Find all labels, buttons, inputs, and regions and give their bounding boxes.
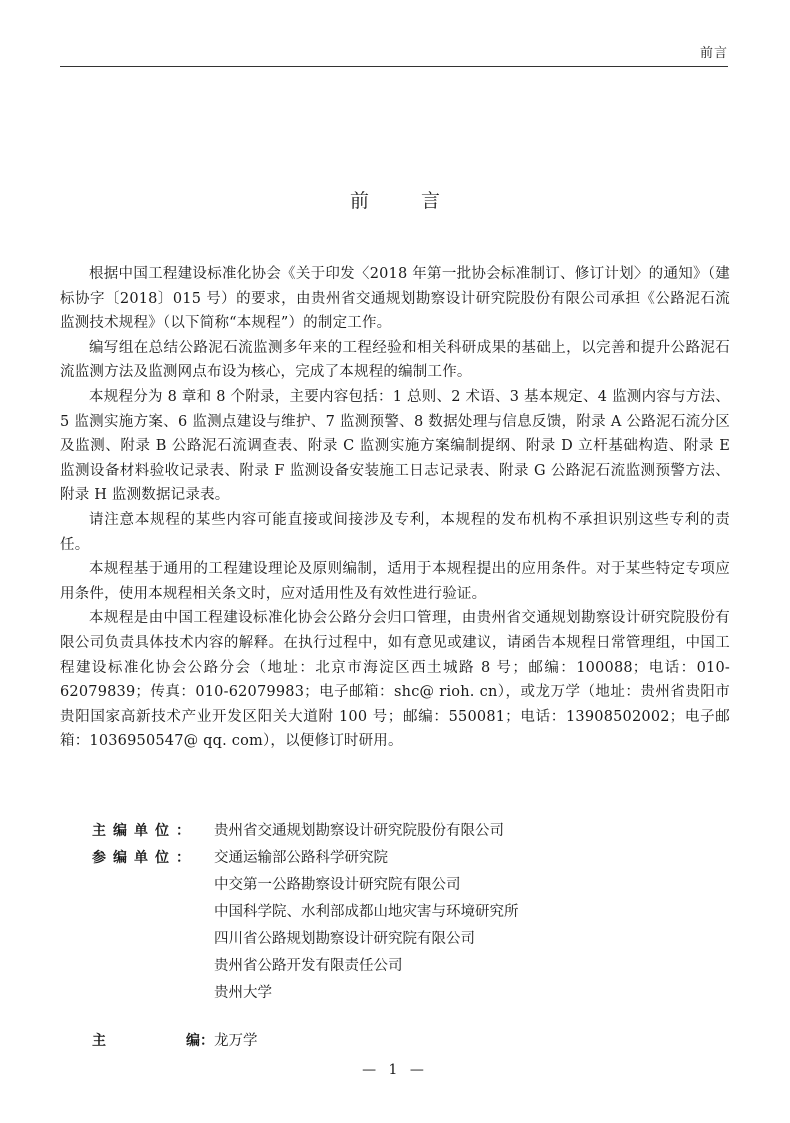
paragraph-origin: 根据中国工程建设标准化协会《关于印发〈2018 年第一批协会标准制订、修订计划〉的通知》（建标协字〔2018〕015 号）的要求，由贵州省交通规划勘察设计研究院股份有限公司承担《公路泥石流监测技术规程》（以下简称“本规程”）的制定工作。 [60,266,730,332]
paragraph-contents: 本规程分为 8 章和 8 个附录，主要内容包括：1 总则、2 术语、3 基本规定、4 监测内容与方法、5 监测实施方案、6 监测点建设与维护、7 监测预警、8 数据处理与信息反馈，附录 A 公路泥石流分区及监测、附录 B 公路泥石流调查表、附录 C 监测实施方案编制提纲、附录 D 立杆基础构造、附录 E 监测设备材料验收记录表、附录 F 监测设备安装施工日志记录表、附录 G 公路泥石流监测预警方法、附录 H 监测数据记录表。 [60,388,730,504]
paragraph-applicability: 本规程基于通用的工程建设理论及原则编制，适用于本规程提出的应用条件。对于某些特定专项应用条件，使用本规程相关条文时，应对适用性及有效性进行验证。 [60,561,730,602]
page-title: 前言 [349,190,492,212]
running-header: 前言 [699,46,728,61]
participating-unit-item: 四川省公路规划勘察设计研究院有限公司 [214,931,475,947]
chief-editor-value: 龙万学 [214,1033,258,1049]
chief-editor-row [92,1028,258,1055]
page-number: — 1 — [362,1062,428,1078]
participating-unit-item: 交通运输部公路科学研究院 [214,850,388,866]
chief-unit-row [92,818,732,845]
participating-unit-row [92,845,732,1007]
participating-unit-item: 贵州省公路开发有限责任公司 [214,958,403,974]
foreword-body [60,262,730,754]
paragraph-contact: 本规程是由中国工程建设标准化协会公路分会归口管理，由贵州省交通规划勘察设计研究院股份有限公司负责具体技术内容的解释。在执行过程中，如有意见或建议，请函告本规程日常管理组，中国工程建设标准化协会公路分会（地址：北京市海淀区西土城路 8 号；邮编：100088；电话：010-62079839；传真：010-62079983；电子邮箱：shc@ rioh. cn），或龙万学（地址：贵州省贵阳市贵阳国家高新技术产业开发区阳关大道附 100 号；邮编：550081；电话：13908502002；电子邮箱：1036950547@ qq. com），以便修订时研用。 [60,610,730,750]
paragraph-patent: 请注意本规程的某些内容可能直接或间接涉及专利，本规程的发布机构不承担识别这些专利的责任。 [60,511,730,553]
participating-unit-list [214,845,519,1007]
chief-unit-value: 贵州省交通规划勘察设计研究院股份有限公司 [214,823,504,839]
header-divider [60,66,728,67]
participating-unit-label: 参编单位： [92,850,197,866]
chief-editor-label [92,1028,214,1055]
chief-editor-label-part: 主 [92,1033,106,1049]
participating-unit-item: 中交第一公路勘察设计研究院有限公司 [214,877,461,893]
participating-unit-item: 贵州大学 [214,985,272,1001]
paragraph-basis: 编写组在总结公路泥石流监测多年来的工程经验和相关科研成果的基础上，以完善和提升公路泥石流监测方法及监测网点布设为核心，完成了本规程的编制工作。 [60,339,730,381]
chief-editor-label-part: 编： [186,1033,214,1049]
participating-unit-item: 中国科学院、水利部成都山地灾害与环境研究所 [214,904,519,920]
drafting-units [92,818,732,1007]
chief-unit-label: 主编单位： [92,823,197,839]
